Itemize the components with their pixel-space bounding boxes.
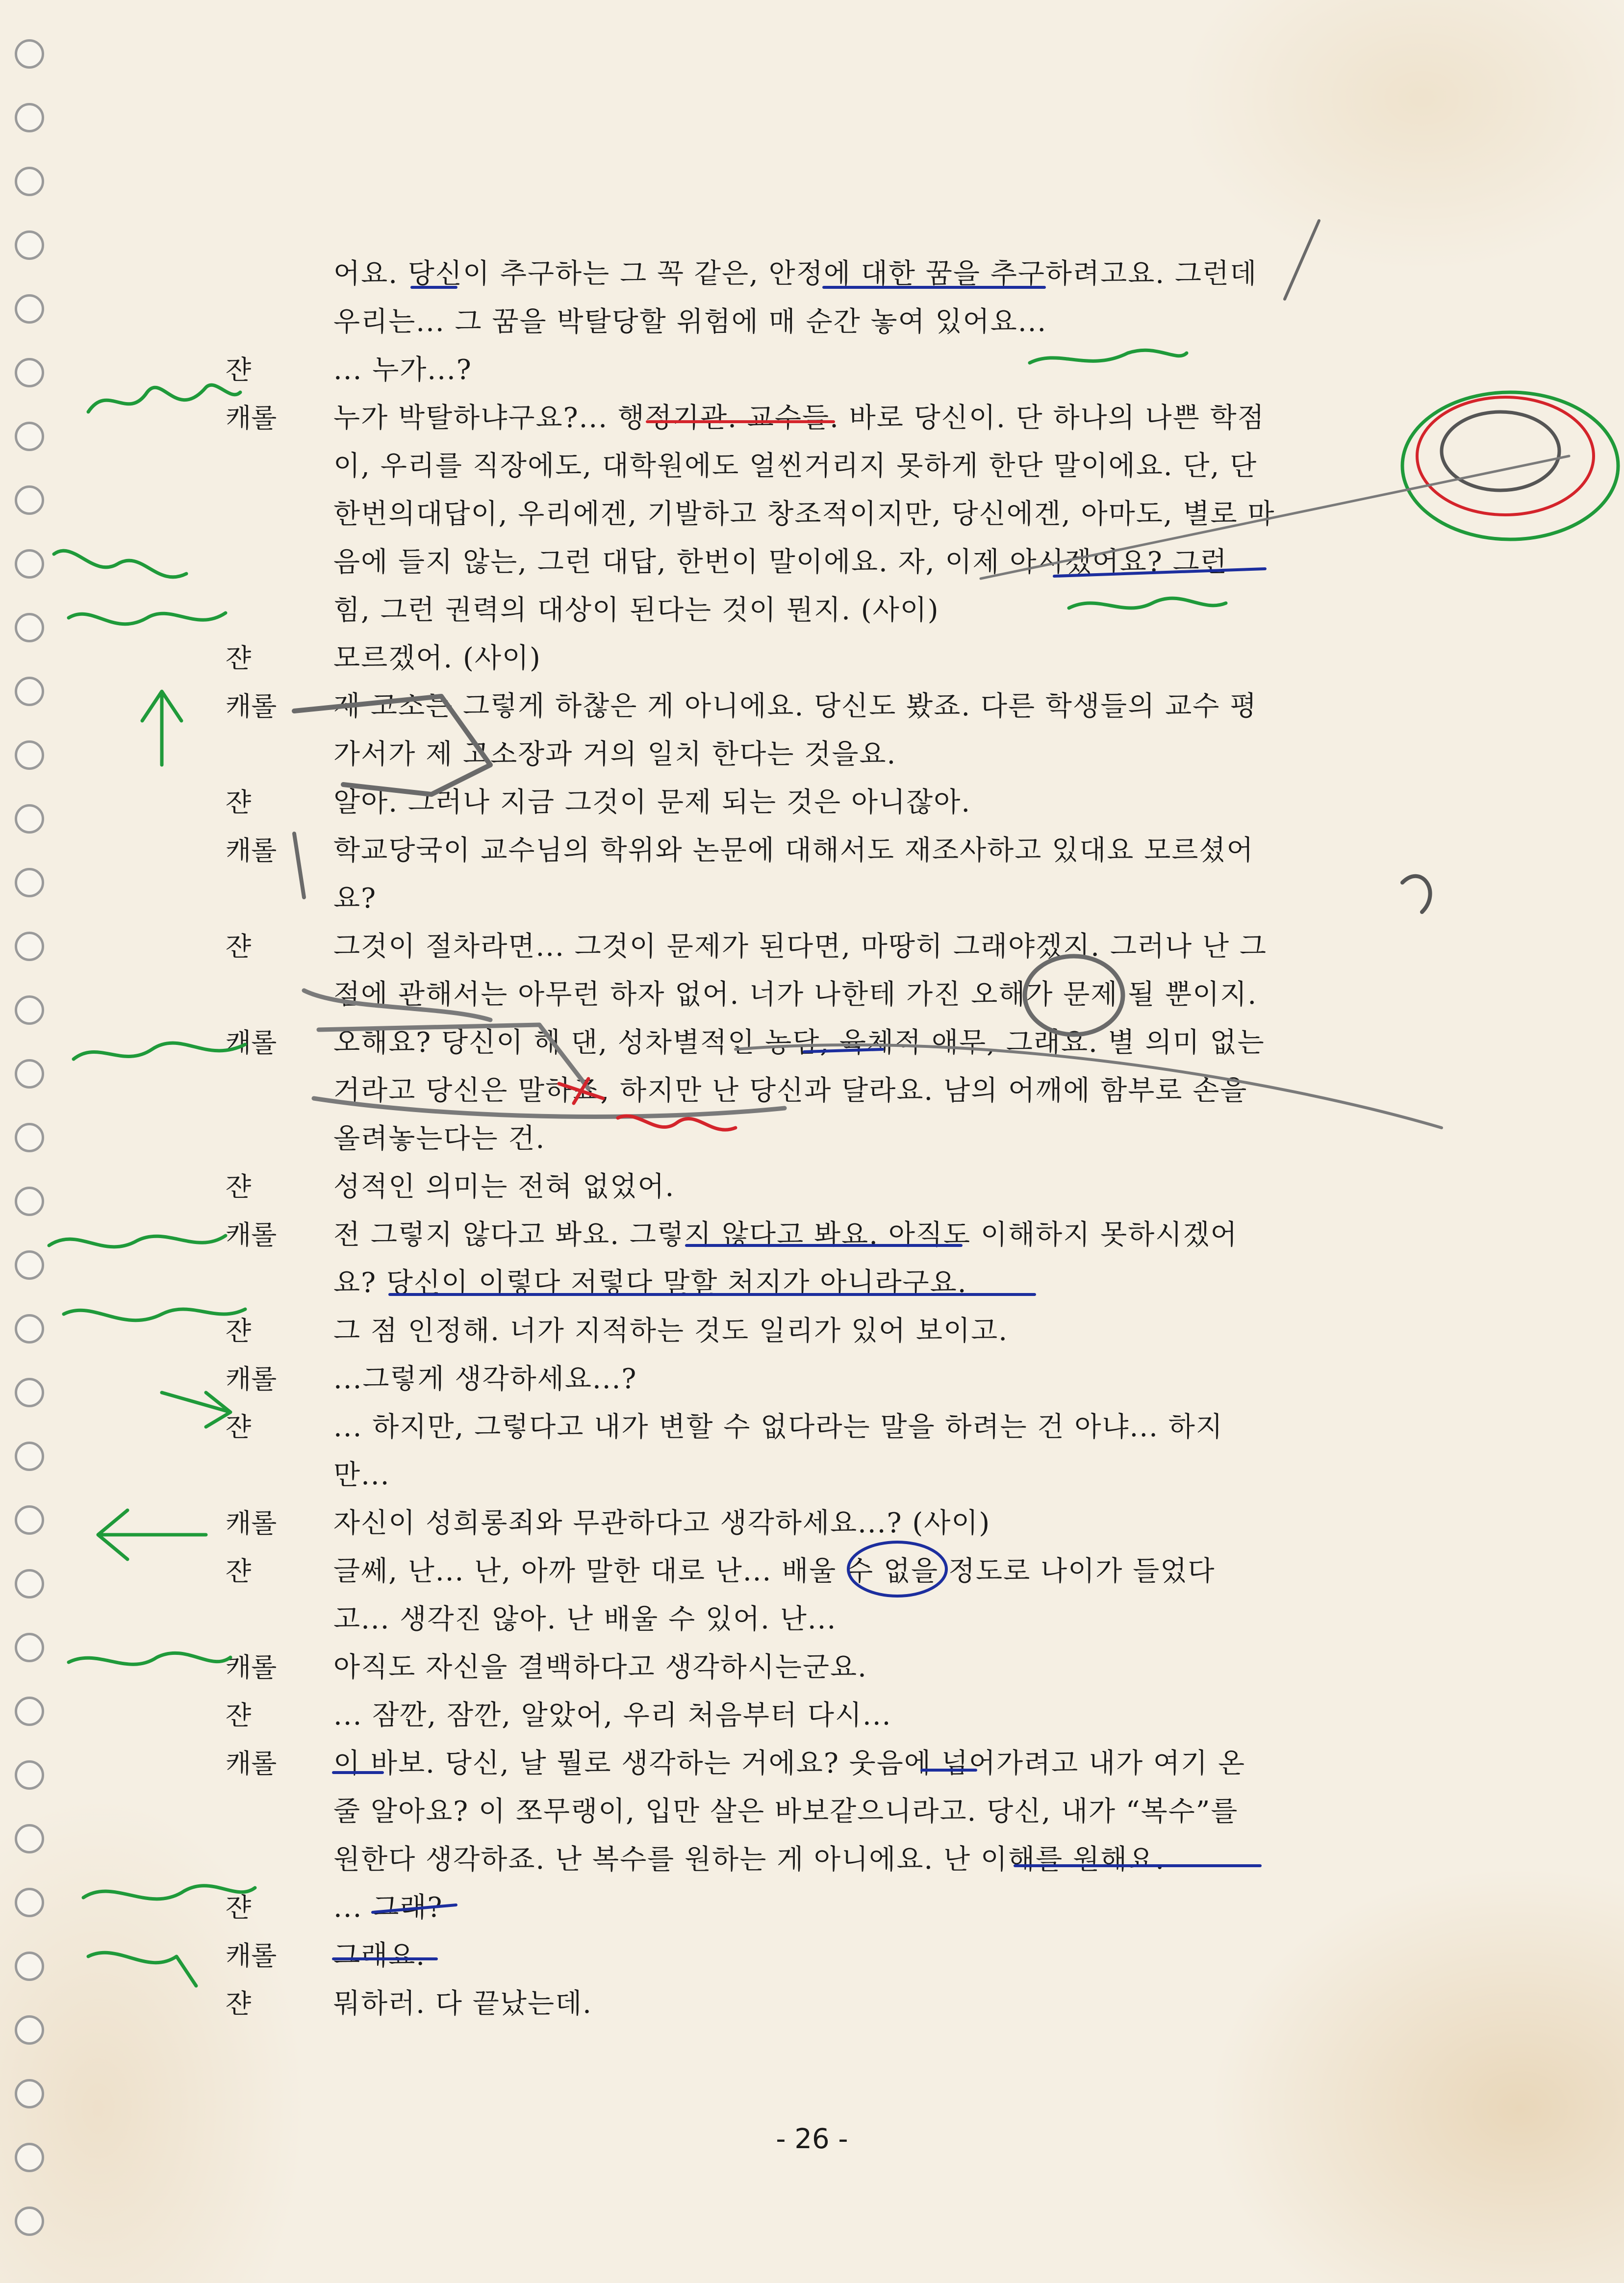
dialogue-row	[226, 923, 1383, 1019]
dialogue-line: 요? 당신이 이렇다 저렇다 말할 처지가 아니라구요.	[333, 1267, 967, 1299]
dialogue-text	[333, 923, 1383, 1019]
speaker-name: 쟌	[226, 355, 252, 385]
dialogue-text	[333, 1980, 1383, 2028]
speaker-name: 쟌	[226, 1171, 252, 1202]
dialogue-row	[226, 1740, 1383, 1884]
dialogue-line: 어요. 당신이 추구하는 그 꼭 같은, 안정에 대한 꿈을 추구하려고요. 그런데	[333, 258, 1258, 290]
dialogue-row	[226, 1547, 1383, 1644]
speaker-name: 캐롤	[226, 1027, 277, 1058]
dialogue-row	[226, 779, 1383, 827]
dialogue-line: 누가 박탈하냐구요?... 행정기관. 교수들. 바로 당신이. 단 하나의 나쁜 학점	[333, 402, 1265, 434]
dialogue-text	[333, 1307, 1383, 1355]
dialogue-line: 그 점 인정해. 너가 지적하는 것도 일리가 있어 보이고.	[333, 1315, 1009, 1347]
dialogue-text	[333, 827, 1383, 923]
dialogue-row	[226, 250, 1383, 346]
dialogue-row	[226, 1499, 1383, 1547]
dialogue-line: 음에 들지 않는, 그런 대답, 한번이 말이에요. 자, 이제 아시겠어요? 그런	[333, 546, 1228, 578]
dialogue-line: 자신이 성희롱죄와 무관하다고 생각하세요...? (사이)	[333, 1507, 991, 1539]
dialogue-row	[226, 1403, 1383, 1499]
dialogue-line: 그것이 절차라면... 그것이 문제가 된다면, 마땅히 그래야겠지. 그러나 난 그	[333, 931, 1267, 963]
dialogue-text	[333, 1884, 1383, 1932]
dialogue-line: 알아. 그러나 지금 그것이 문제 되는 것은 아니잖아.	[333, 786, 971, 818]
dialogue-line: 요?	[333, 883, 377, 914]
dialogue-text	[333, 1644, 1383, 1692]
speaker-name: 쟌	[226, 1700, 252, 1731]
dialogue-text	[333, 1211, 1383, 1307]
speaker-name: 캐롤	[226, 1940, 277, 1971]
dialogue-row	[226, 634, 1383, 683]
dialogue-line: 한번의대답이, 우리에겐, 기발하고 창조적이지만, 당신에겐, 아마도, 별로 마	[333, 498, 1275, 530]
dialogue-row	[226, 1355, 1383, 1403]
speaker-name: 쟌	[226, 1556, 252, 1587]
dialogue-line: ... 하지만, 그렇다고 내가 변할 수 없다라는 말을 하려는 건 아냐... 하지	[333, 1411, 1223, 1443]
dialogue-text	[333, 683, 1383, 779]
dialogue-line: ...그렇게 생각하세요...?	[333, 1363, 637, 1395]
page-number: - 26 -	[776, 2123, 848, 2155]
dialogue-text	[333, 394, 1383, 634]
dialogue-line: 줄 알아요? 이 쪼무랭이, 입만 살은 바보같으니라고. 당신, 내가 “복수”를	[333, 1796, 1239, 1827]
dialogue-line: 이, 우리를 직장에도, 대학원에도 얼씬거리지 못하게 한단 말이에요. 단, 단	[333, 450, 1258, 482]
script-body	[226, 250, 1383, 2028]
dialogue-row	[226, 1307, 1383, 1355]
dialogue-text	[333, 1740, 1383, 1884]
dialogue-line: 이 바보. 당신, 날 뭘로 생각하는 거에요? 웃음에 넘어가려고 내가 여기 온	[333, 1748, 1246, 1779]
dialogue-text	[333, 346, 1383, 394]
dialogue-line: 원한다 생각하죠. 난 복수를 원하는 게 아니에요. 난 이해를 원해요.	[333, 1844, 1166, 1876]
dialogue-line: 오해요? 당신이 해 댄, 성차별적인 농담, 육체적 애무, 그래요. 별 의미 없는	[333, 1027, 1265, 1059]
dialogue-row	[226, 683, 1383, 779]
dialogue-text	[333, 1403, 1383, 1499]
dialogue-line: 우리는... 그 꿈을 박탈당할 위험에 매 순간 놓여 있어요...	[333, 306, 1047, 338]
speaker-name: 캐롤	[226, 1748, 277, 1779]
dialogue-line: ... 누가...?	[333, 354, 472, 386]
dialogue-row	[226, 1019, 1383, 1163]
dialogue-line: 전 그렇지 않다고 봐요. 그렇지 않다고 봐요. 아직도 이해하지 못하시겠어	[333, 1219, 1238, 1251]
speaker-name: 캐롤	[226, 1652, 277, 1683]
dialogue-line: 만...	[333, 1459, 390, 1491]
dialogue-line: 가서가 제 고소장과 거의 일치 한다는 것을요.	[333, 738, 897, 770]
speaker-name: 캐롤	[226, 1364, 277, 1395]
dialogue-line: 그래요.	[333, 1940, 426, 1972]
dialogue-line: 뭐하러. 다 끝났는데.	[333, 1988, 592, 2020]
speaker-name: 캐롤	[226, 691, 277, 722]
dialogue-text	[333, 1163, 1383, 1211]
dialogue-row	[226, 1163, 1383, 1211]
dialogue-line: 학교당국이 교수님의 학위와 논문에 대해서도 재조사하고 있대요 모르셨어	[333, 835, 1254, 866]
dialogue-line: 성적인 의미는 전혀 없었어.	[333, 1171, 675, 1203]
dialogue-row	[226, 1932, 1383, 1980]
dialogue-line: 모르겠어. (사이)	[333, 642, 541, 674]
speaker-name: 쟌	[226, 1892, 252, 1923]
dialogue-line: 고... 생각진 않아. 난 배울 수 있어. 난...	[333, 1603, 837, 1635]
dialogue-line: 글쎄, 난... 난, 아까 말한 대로 난... 배울 수 없을 정도로 나이가 들었다	[333, 1555, 1216, 1587]
dialogue-text	[333, 1355, 1383, 1403]
dialogue-text	[333, 779, 1383, 827]
dialogue-text	[333, 1692, 1383, 1740]
speaker-name: 쟌	[226, 787, 252, 818]
speaker-name: 쟌	[226, 1412, 252, 1443]
speaker-name: 쟌	[226, 931, 252, 962]
dialogue-text	[333, 1499, 1383, 1547]
dialogue-text	[333, 1547, 1383, 1644]
speaker-name: 쟌	[226, 643, 252, 674]
dialogue-row	[226, 1211, 1383, 1307]
dialogue-row	[226, 1884, 1383, 1932]
dialogue-text	[333, 1932, 1383, 1980]
dialogue-row	[226, 1692, 1383, 1740]
speaker-name: 캐롤	[226, 403, 277, 433]
dialogue-row	[226, 394, 1383, 634]
speaker-name	[226, 250, 333, 346]
dialogue-row	[226, 346, 1383, 394]
dialogue-text	[333, 634, 1383, 683]
dialogue-line: 거라고 당신은 말하죠, 하지만 난 당신과 달라요. 남의 어깨에 함부로 손을	[333, 1075, 1248, 1107]
dialogue-line: 점에 관해서는 아무런 하자 없어. 너가 나한테 가진 오해가 문제 될 뿐이지.	[333, 979, 1258, 1011]
dialogue-row	[226, 827, 1383, 923]
dialogue-line: ... 그래?	[333, 1892, 443, 1924]
speaker-name: 쟌	[226, 1316, 252, 1346]
dialogue-row	[226, 1644, 1383, 1692]
dialogue-text	[333, 1019, 1383, 1163]
speaker-name: 캐롤	[226, 835, 277, 866]
speaker-name: 캐롤	[226, 1508, 277, 1539]
speaker-name: 쟌	[226, 1988, 252, 2019]
dialogue-line: 아직도 자신을 결백하다고 생각하시는군요.	[333, 1651, 867, 1683]
dialogue-line: 올려놓는다는 건.	[333, 1123, 546, 1155]
dialogue-line: ... 잠깐, 잠깐, 알았어, 우리 처음부터 다시...	[333, 1700, 892, 1731]
speaker-name: 캐롤	[226, 1219, 277, 1250]
binder-holes	[15, 39, 49, 2270]
dialogue-line: 제 고소는 그렇게 하찮은 게 아니에요. 당신도 봤죠. 다른 학생들의 교수 평	[333, 690, 1258, 722]
dialogue-row	[226, 1980, 1383, 2028]
dialogue-line: 힘, 그런 권력의 대상이 된다는 것이 뭔지. (사이)	[333, 594, 939, 626]
dialogue-text	[333, 250, 1383, 346]
